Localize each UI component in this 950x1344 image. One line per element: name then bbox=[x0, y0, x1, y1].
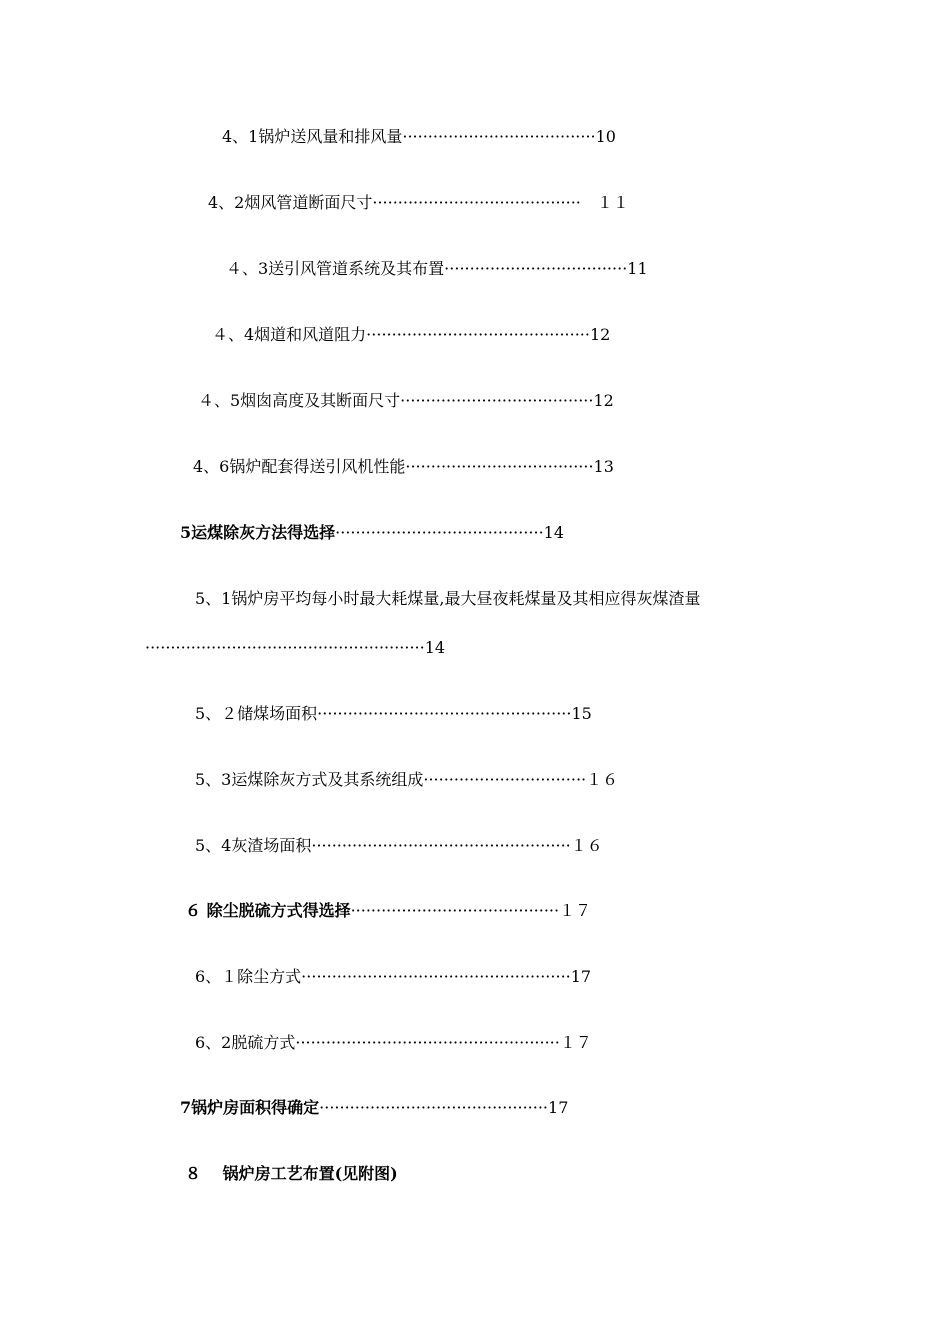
toc-entry-5-4: 5、4灰渣场面积···················································１６ bbox=[195, 836, 603, 855]
toc-entry-6-2: 6、2脱硫方式····················································１７ bbox=[195, 1033, 592, 1052]
toc-entry-4-4: ４、4烟道和风道阻力············································12 bbox=[212, 325, 611, 344]
toc-entry-5-1-leader: ·······················································14 bbox=[145, 638, 446, 657]
toc-entry-4-5: ４、5烟囱高度及其断面尺寸······································12 bbox=[198, 391, 614, 410]
toc-section-5-title: 5运煤除灰方法得选择 bbox=[180, 523, 336, 542]
toc-entry-4-3: ４、3送引风管道系统及其布置····································11 bbox=[226, 259, 648, 278]
toc-section-7 bbox=[180, 1098, 568, 1118]
toc-entry-5-3: 5、3运煤除灰方式及其系统组成································１６ bbox=[195, 770, 619, 789]
toc-section-6-title: ６ 除尘脱硫方式得选择 bbox=[185, 901, 351, 920]
toc-section-5-leader: ·········································14 bbox=[335, 523, 565, 542]
toc-section-5 bbox=[180, 523, 564, 543]
toc-section-7-title: 7锅炉房面积得确定 bbox=[180, 1098, 320, 1117]
toc-entry-5-2: 5、２储煤场面积··················································15 bbox=[195, 704, 592, 723]
toc-section-6-leader: ·········································１７ bbox=[350, 901, 592, 920]
toc-entry-4-1: 4、1锅炉送风量和排风量······································10 bbox=[222, 127, 616, 146]
toc-section-7-leader: ·············································17 bbox=[319, 1098, 569, 1117]
toc-entry-5-1: 5、1锅炉房平均每小时最大耗煤量,最大昼夜耗煤量及其相应得灰煤渣量 bbox=[195, 589, 701, 608]
toc-entry-6-1: 6、１除尘方式·····················································17 bbox=[195, 967, 592, 986]
toc-section-8: ８ 锅炉房工艺布置(见附图) bbox=[185, 1164, 398, 1183]
toc-entry-4-2: 4、2烟风管道断面尺寸········································· １１ bbox=[208, 193, 629, 212]
toc-section-6 bbox=[185, 901, 591, 921]
toc-entry-4-6: 4、6锅炉配套得送引风机性能·····································13 bbox=[193, 457, 614, 476]
